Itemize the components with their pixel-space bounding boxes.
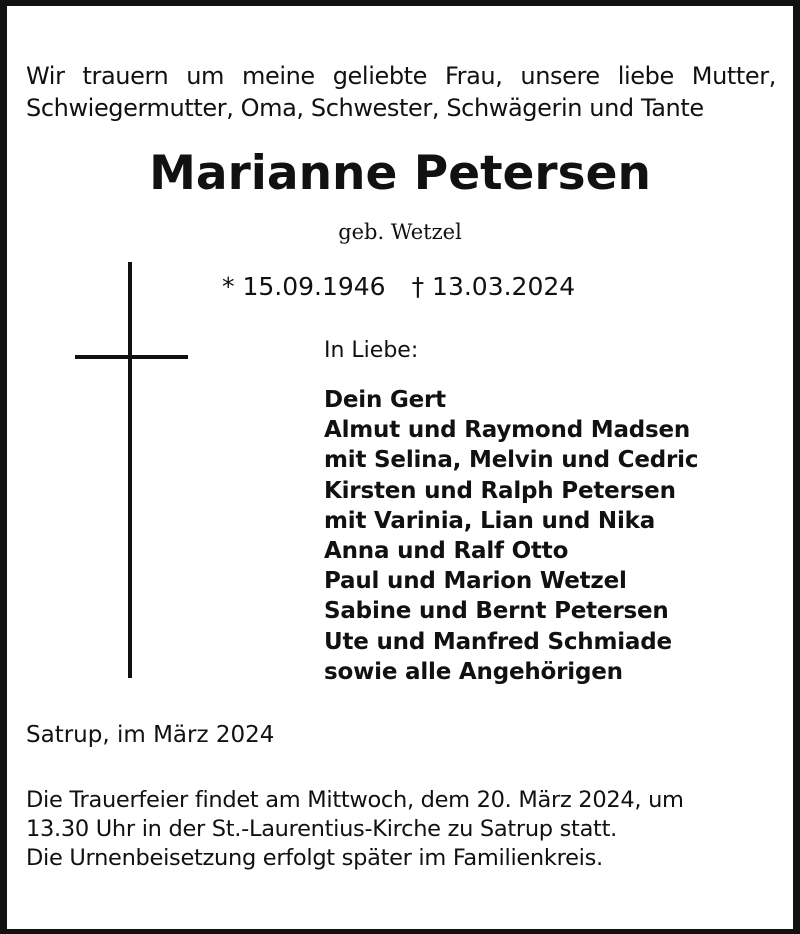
place-date: Satrup, im März 2024 <box>26 722 275 748</box>
mourner-item: Dein Gert <box>324 387 446 413</box>
service-line-3: Die Urnenbeisetzung erfolgt später im Familienkreis. <box>26 845 603 871</box>
in-love-label: In Liebe: <box>324 338 419 363</box>
mourner-item: mit Varinia, Lian und Nika <box>324 507 656 534</box>
mourner-item: Kirsten und Ralph Petersen <box>324 477 676 504</box>
mourner-item: mit Selina, Melvin und Cedric <box>324 447 699 474</box>
mourner-item: Sabine und Bernt Petersen <box>324 598 669 625</box>
cross-icon <box>128 262 132 678</box>
cross-icon-bar <box>75 355 188 359</box>
service-info <box>26 786 786 873</box>
deceased-name: Marianne Petersen <box>149 146 651 201</box>
mourner-item: Anna und Ralf Otto <box>324 538 569 565</box>
service-line-2: 13.30 Uhr in der St.-Laurentius-Kirche zu Satrup statt. <box>26 816 617 842</box>
birth-date: * 15.09.1946 <box>222 272 386 301</box>
mourners-list <box>324 385 698 687</box>
death-date: † 13.03.2024 <box>411 272 576 301</box>
mourner-item: Almut und Raymond Madsen <box>324 417 691 444</box>
birth-name: geb. Wetzel <box>338 220 462 244</box>
mourner-item: sowie alle Angehörigen <box>324 658 623 685</box>
intro-line-2: Schwiegermutter, Oma, Schwester, Schwägerin und Tante <box>26 94 704 122</box>
mourner-item: Ute und Manfred Schmiade <box>324 628 672 655</box>
mourner-item: Paul und Marion Wetzel <box>324 568 627 595</box>
service-line-1: Die Trauerfeier findet am Mittwoch, dem 20. März 2024, um <box>26 787 684 813</box>
life-dates <box>222 272 575 301</box>
intro-line-1: Wir trauern um meine geliebte Frau, unsere liebe Mutter, <box>26 62 776 90</box>
intro-text <box>26 60 776 124</box>
